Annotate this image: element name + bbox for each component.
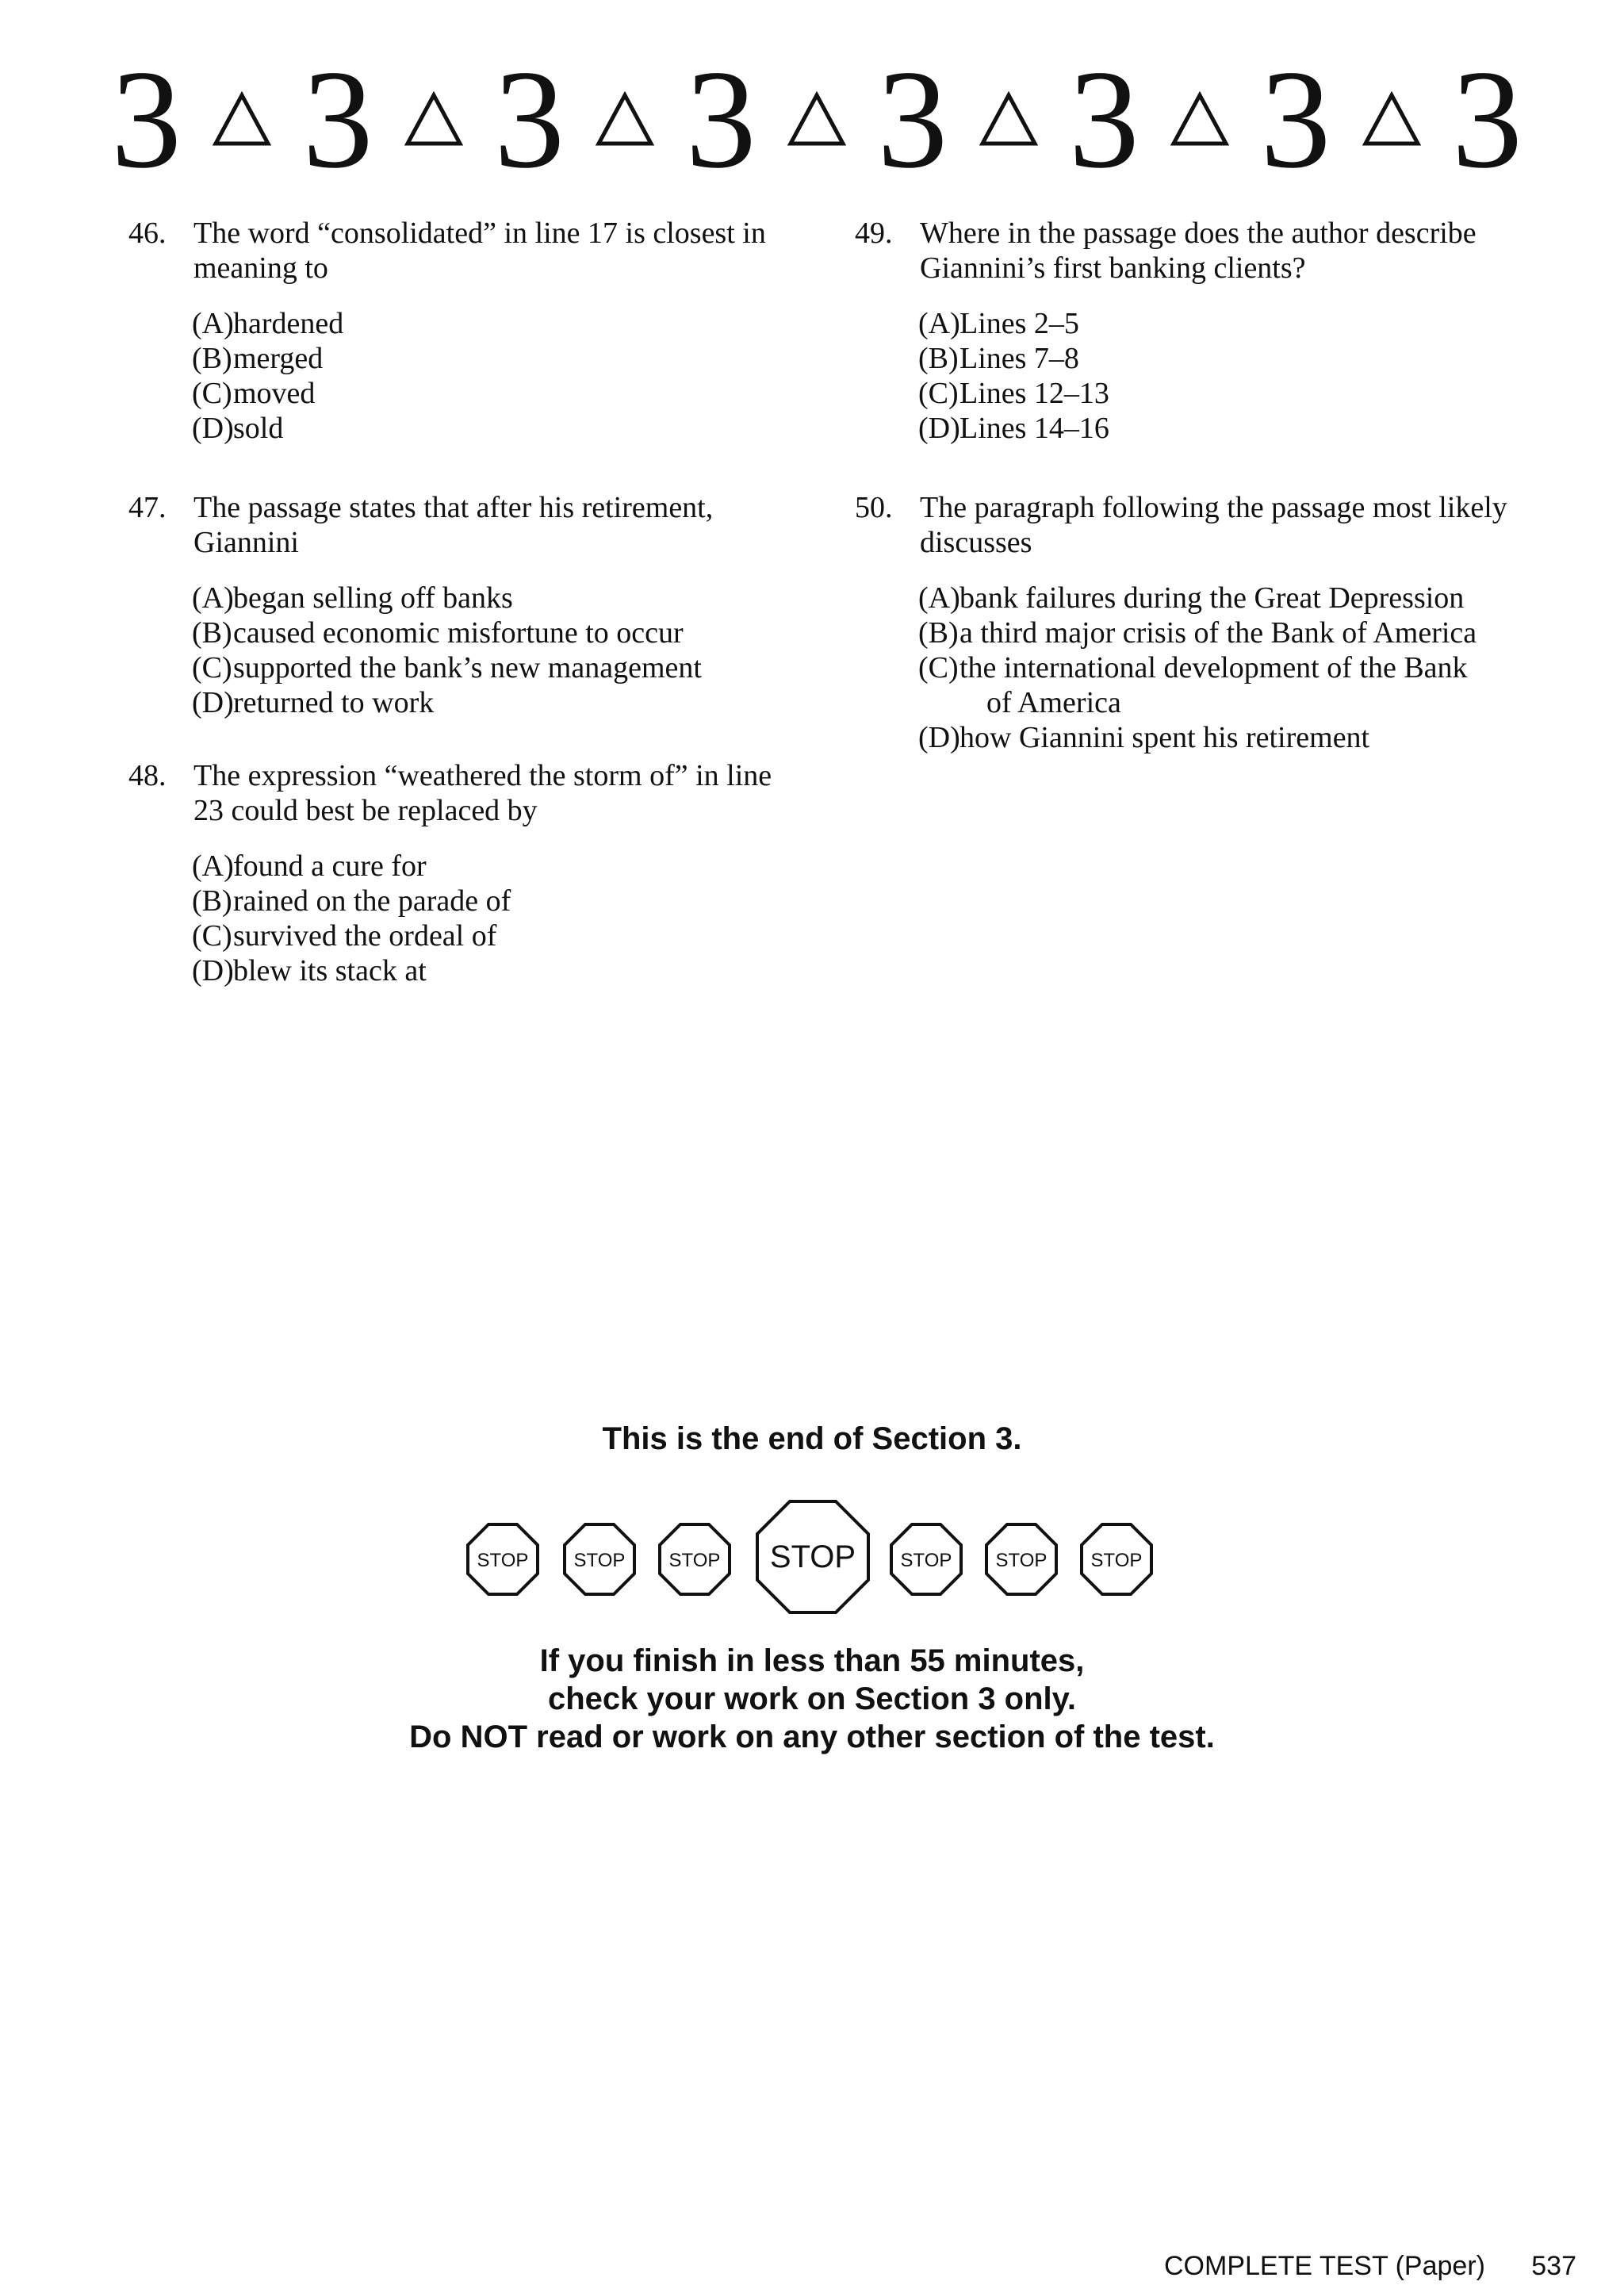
question-number: 49. [855,217,893,250]
question-stem [128,216,795,286]
option-text: hardened [233,307,344,340]
section-number: 3 [1068,40,1139,197]
question-46 [128,216,795,446]
section-number: 3 [494,40,565,197]
option-letter: (C) [918,377,959,410]
stop-sign-label: STOP [1090,1550,1143,1571]
answer-option [918,650,1521,720]
answer-options [128,581,795,720]
answer-option [918,376,1521,411]
stop-sign-label: STOP [477,1550,529,1571]
option-letter: (D) [918,412,960,445]
answer-options [855,306,1521,446]
stop-sign-label: STOP [573,1550,626,1571]
stop-sign-label: STOP [900,1550,952,1571]
option-text: rained on the parade of [233,884,511,918]
instruction-line: check your work on Section 3 only. [547,1681,1077,1716]
question-number: 47. [128,491,167,524]
question-49 [855,216,1521,446]
option-text: returned to work [233,686,435,719]
option-letter: (D) [192,412,234,445]
question-stem [128,758,795,828]
option-letter: (D) [192,686,234,719]
option-text: Lines 7–8 [959,342,1079,375]
option-text: Lines 12–13 [959,377,1109,410]
page-footer [1164,2251,1576,2283]
triangle-icon [213,91,271,147]
option-text: how Giannini spent his retirement [959,721,1370,754]
footer-label: COMPLETE TEST (Paper) [1164,2251,1485,2281]
answer-option [918,306,1521,341]
instruction-line: Do NOT read or work on any other section of the test. [409,1720,1215,1754]
option-letter: (A) [192,307,234,340]
answer-option [192,615,795,650]
option-text: survived the ordeal of [233,919,497,953]
section-number: 3 [1451,40,1522,197]
left-column [128,216,795,988]
section-number: 3 [1260,40,1331,197]
question-number: 50. [855,491,893,524]
section-number: 3 [302,40,373,197]
question-stem [855,216,1521,286]
option-text: Lines 2–5 [959,307,1079,340]
option-text: sold [233,412,284,445]
answer-option [192,953,795,988]
answer-option [192,341,795,376]
stop-sign-icon [985,1523,1058,1596]
triangle-icon [1170,91,1229,147]
question-text: The word “consolidated” in line 17 is closest in meaning to [193,217,766,285]
triangle-icon [1362,91,1421,147]
option-letter: (D) [918,721,960,754]
triangle-icon [979,91,1038,147]
question-47 [128,490,795,720]
option-letter: (A) [192,581,234,615]
section-number: 3 [111,40,182,197]
option-letter: (B) [192,616,232,650]
answer-option [192,849,795,884]
option-text: supported the bank’s new management [233,651,702,684]
question-50 [855,490,1521,755]
answer-option [918,341,1521,376]
stop-sign-label: STOP [668,1550,721,1571]
option-letter: (A) [192,849,234,883]
option-text: blew its stack at [233,954,427,987]
question-text: The expression “weathered the storm of” in line 23 could best be replaced by [193,759,772,827]
option-text: bank failures during the Great Depression [959,581,1465,615]
answer-option [918,581,1521,615]
question-text: The passage states that after his retirement, Giannini [193,491,714,559]
stop-sign-icon [890,1523,963,1596]
stop-sign-label: STOP [995,1550,1048,1571]
answer-option [192,884,795,918]
question-text: Where in the passage does the author describe Giannini’s first banking clients? [920,217,1477,285]
section-number: 3 [685,40,756,197]
triangle-icon [787,91,846,147]
answer-option [192,306,795,341]
section-banner [111,40,1522,197]
option-letter: (B) [192,342,232,375]
question-stem [855,490,1521,560]
question-number: 46. [128,217,167,250]
answer-option [918,615,1521,650]
stop-sign-icon [563,1523,636,1596]
question-number: 48. [128,759,167,792]
stop-sign-label: STOP [769,1539,856,1574]
answer-options [855,581,1521,755]
question-stem [128,490,795,560]
option-letter: (C) [192,377,232,410]
option-text: merged [233,342,324,375]
option-text: moved [233,377,316,410]
option-letter: (B) [192,884,232,918]
answer-options [128,849,795,988]
answer-option [192,581,795,615]
option-text: caused economic misfortune to occur [233,616,684,650]
section-number: 3 [877,40,948,197]
option-letter: (A) [918,581,960,615]
instruction-line: If you finish in less than 55 minutes, [539,1643,1085,1678]
option-letter: (B) [918,616,959,650]
stop-sign-icon [466,1523,539,1596]
triangle-icon [596,91,654,147]
page-number: 537 [1531,2251,1576,2281]
answer-options [128,306,795,446]
answer-option [192,376,795,411]
answer-option [192,411,795,446]
option-letter: (D) [192,954,234,987]
option-text: Lines 14–16 [959,412,1109,445]
triangle-icon [404,91,463,147]
end-of-section-instructions [0,1642,1624,1756]
stop-sign-icon [1080,1523,1153,1596]
option-letter: (B) [918,342,959,375]
stop-sign-row [0,1499,1624,1618]
stop-sign-icon [658,1523,731,1596]
answer-option [918,720,1521,755]
end-of-section [0,1420,1624,1754]
question-text: The paragraph following the passage most likely discusses [920,491,1507,559]
stop-sign-large-icon [755,1499,871,1615]
question-48 [128,758,795,988]
option-letter: (A) [918,307,960,340]
right-column [855,216,1521,755]
answer-option [192,650,795,685]
option-letter: (C) [918,651,959,684]
option-letter: (C) [192,919,232,953]
option-letter: (C) [192,651,232,684]
option-text: began selling off banks [233,581,513,615]
answer-option [192,685,795,720]
end-of-section-title: This is the end of Section 3. [602,1421,1022,1456]
option-text: the international development of the Bank of America [959,651,1468,719]
option-text: a third major crisis of the Bank of America [959,616,1477,650]
option-text: found a cure for [233,849,427,883]
answer-option [192,918,795,953]
answer-option [918,411,1521,446]
